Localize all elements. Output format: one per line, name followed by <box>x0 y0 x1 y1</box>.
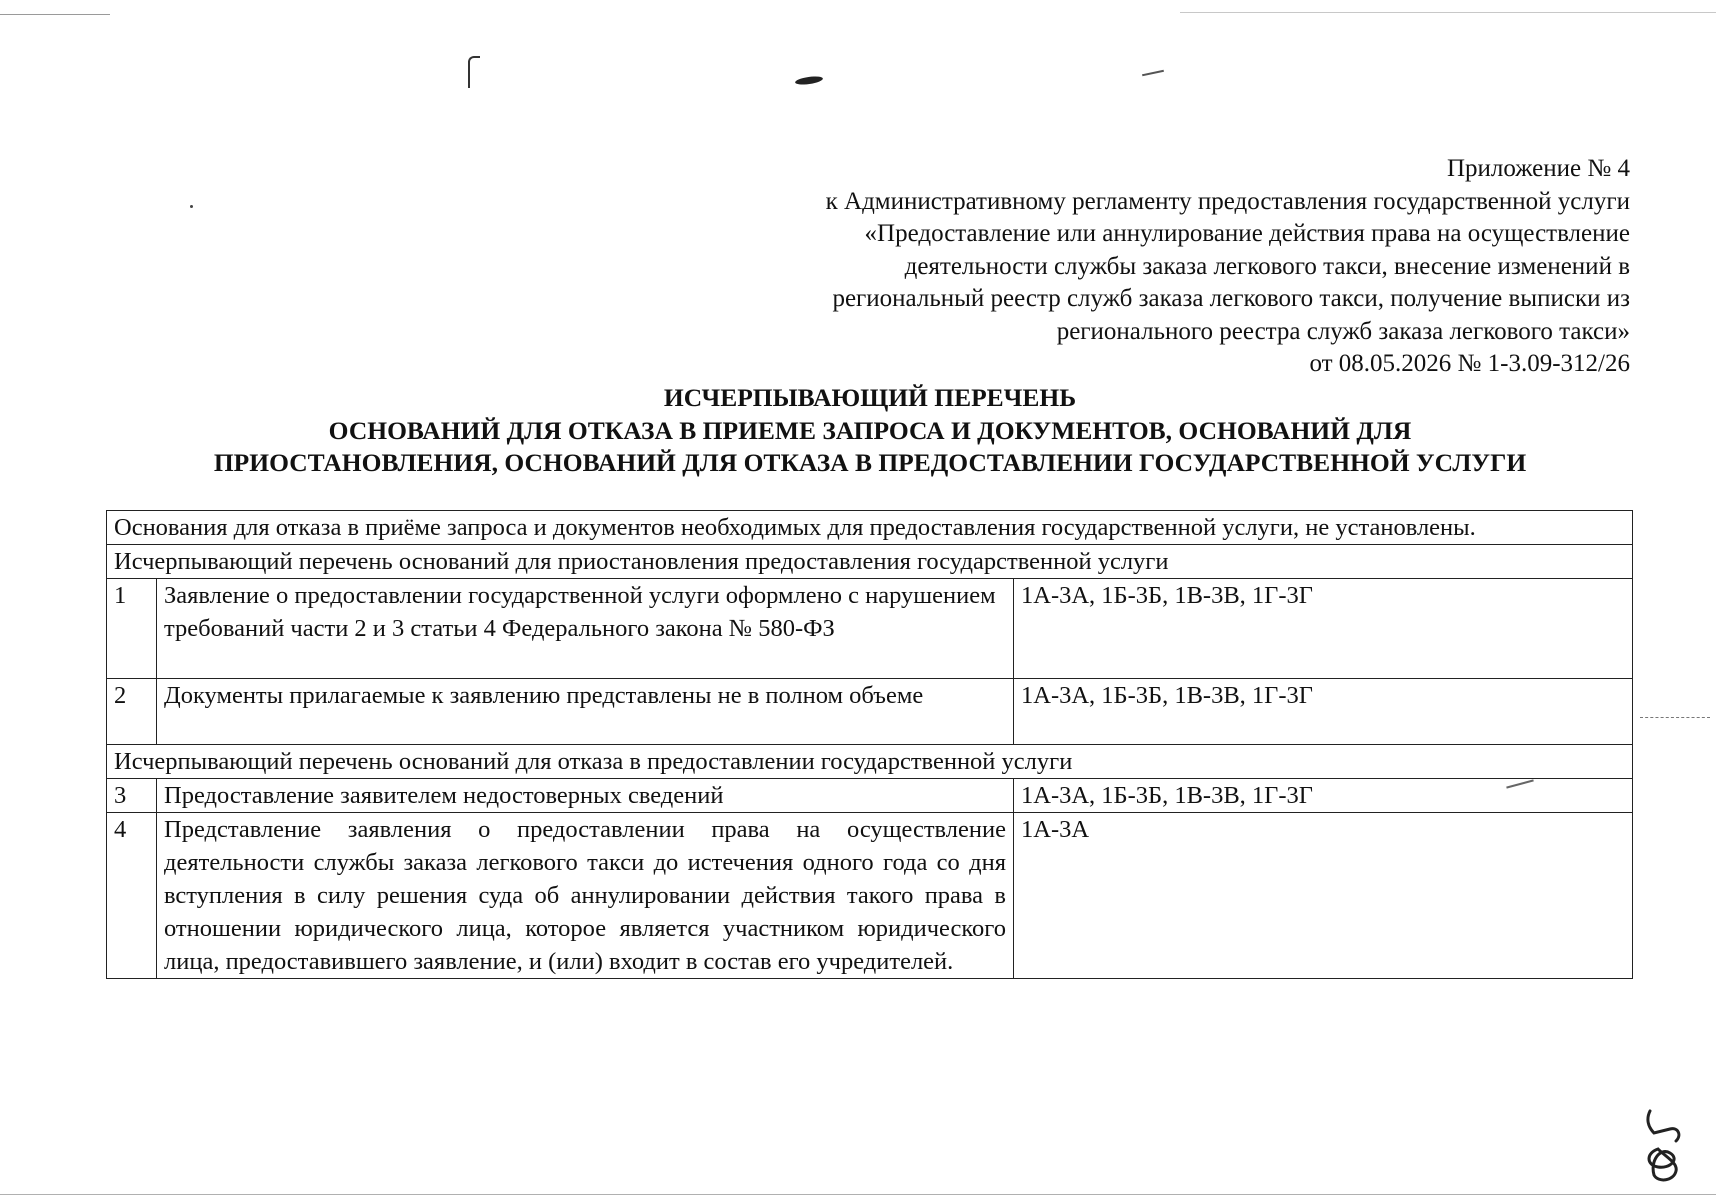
appendix-number: Приложение № 4 <box>1446 155 1630 182</box>
row-ground-text: Представление заявления о предоставлении права на осуществление деятельности службы заказа легкового такси до истечения одного года со дня вступления в силу решения суда об аннулировании действия такого права в отношении юридического лица, которое является участником юридического лица, предоставившего заявление, и (или) входит в состав его учредителей. <box>157 813 1014 979</box>
grounds-table <box>106 510 1633 979</box>
row-ground-text: Заявление о предоставлении государственной услуги оформлено с нарушением требований части 2 и 3 статьи 4 Федерального закона № 580-ФЗ <box>157 579 1014 679</box>
row-forms: 1А-3А, 1Б-3Б, 1В-3В, 1Г-3Г <box>1014 779 1633 813</box>
row-forms: 1А-3А, 1Б-3Б, 1В-3В, 1Г-3Г <box>1014 679 1633 745</box>
scan-speck <box>190 205 193 208</box>
appendix-header <box>650 153 1630 381</box>
section-suspension-heading: Исчерпывающий перечень оснований для приостановления предоставления государственной услуги <box>107 545 1633 579</box>
section-header-row <box>107 745 1633 779</box>
scan-speck <box>1640 717 1710 719</box>
section-header-row <box>107 545 1633 579</box>
table-row <box>107 679 1633 745</box>
table-row <box>107 579 1633 679</box>
table-row <box>107 779 1633 813</box>
row-ground-text: Предоставление заявителем недостоверных сведений <box>157 779 1014 813</box>
handwritten-page-number <box>1640 1105 1700 1185</box>
scan-edge-top-right <box>1180 12 1716 13</box>
row-ground-text: Документы прилагаемые к заявлению представлены не в полном объеме <box>157 679 1014 745</box>
appendix-service-name-line: «Предоставление или аннулирование действия права на осуществление <box>864 220 1630 247</box>
table-row <box>107 813 1633 979</box>
intro-cell: Основания для отказа в приёме запроса и документов необходимых для предоставления государственной услуги, не установлены. <box>107 511 1633 545</box>
appendix-service-name-line: деятельности службы заказа легкового такси, внесение изменений в <box>904 252 1630 280</box>
row-number: 1 <box>107 579 157 679</box>
document-title <box>80 382 1660 480</box>
title-line: ПРИОСТАНОВЛЕНИЯ, ОСНОВАНИЙ ДЛЯ ОТКАЗА В ПРЕДОСТАВЛЕНИИ ГОСУДАРСТВЕННОЙ УСЛУГИ <box>213 448 1527 477</box>
row-number: 3 <box>107 779 157 813</box>
scan-speck <box>1142 70 1164 77</box>
scan-speck <box>795 75 824 86</box>
row-forms: 1А-3А <box>1014 813 1633 979</box>
section-refusal-heading: Исчерпывающий перечень оснований для отказа в предоставлении государственной услуги <box>107 745 1633 779</box>
scan-speck <box>468 56 480 88</box>
table-intro-row <box>107 511 1633 545</box>
appendix-regulation-line: к Административному регламенту предоставления государственной услуги <box>825 187 1630 215</box>
appendix-service-name-line: регионального реестра служб заказа легкового такси» <box>1056 317 1630 345</box>
title-line: ИСЧЕРПЫВАЮЩИЙ ПЕРЕЧЕНЬ <box>663 383 1077 412</box>
row-number: 2 <box>107 679 157 745</box>
scan-edge-bottom <box>0 1194 1716 1195</box>
scan-edge-top <box>0 14 110 15</box>
row-number: 4 <box>107 813 157 979</box>
row-forms: 1А-3А, 1Б-3Б, 1В-3В, 1Г-3Г <box>1014 579 1633 679</box>
appendix-service-name-line: региональный реестр служб заказа легкового такси, получение выписки из <box>832 285 1630 312</box>
title-line: ОСНОВАНИЙ ДЛЯ ОТКАЗА В ПРИЕМЕ ЗАПРОСА И ДОКУМЕНТОВ, ОСНОВАНИЙ ДЛЯ <box>328 415 1412 445</box>
appendix-date-number: от 08.05.2026 № 1-3.09-312/26 <box>1309 350 1630 377</box>
